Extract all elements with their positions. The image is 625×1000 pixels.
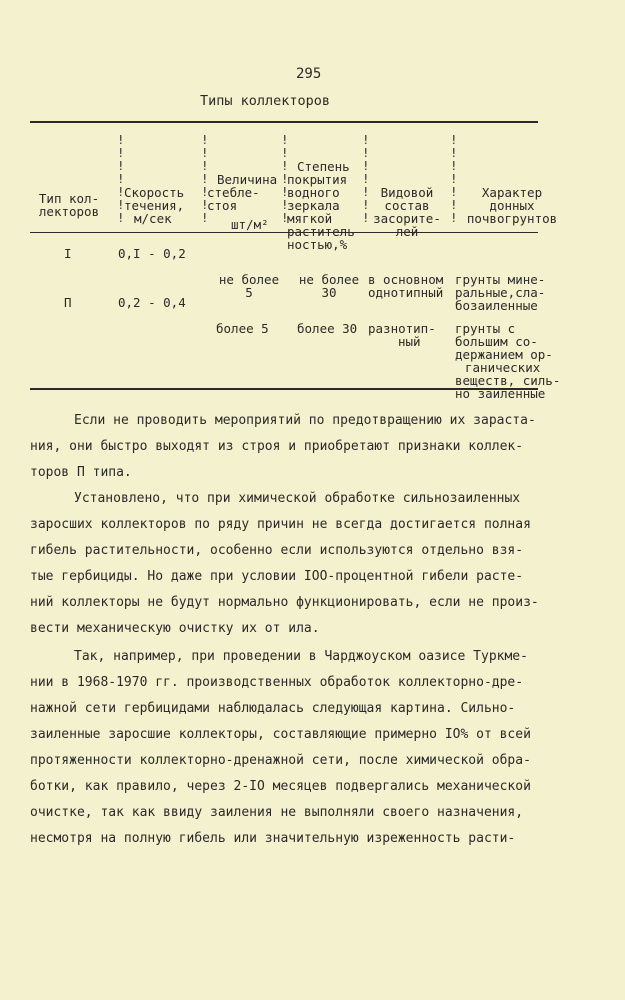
- row-1-density: не более 5: [218, 272, 280, 300]
- header-coverage: Степень покрытия водного зеркала мягкой раститель- ностью,%: [287, 159, 363, 252]
- column-separator: ! ! ! ! ! ! !: [281, 132, 289, 225]
- table-bottom-rule: [30, 388, 538, 390]
- column-separator: ! ! ! ! ! ! !: [450, 132, 458, 225]
- row-2-coverage: более 30: [297, 321, 358, 336]
- table-title: Типы коллекторов: [200, 93, 331, 109]
- row-2-composition: разнотип- ный: [368, 321, 436, 349]
- column-separator: ! ! ! ! ! ! !: [117, 132, 125, 225]
- paragraph: Так, например, при проведении в Чарджоуском оазисе Туркме- нии в 1968-1970 гг. производственных обработок коллекторно-дре- нажной сети гербицидами наблюдалась следующая картина. Сильно- заиленные заросшие коллекторы, составляющие примерно IO% от всей протяженности коллекторно-дренажной сети, после химической обра- ботки, как правило, через 2-IO месяцев подвергались механической очистке, так как ввиду заиления не выполняли своего назначения, несмотря на полную гибель или значительную изреженность расти-: [30, 649, 531, 846]
- table-top-rule: [30, 121, 538, 123]
- row-1-composition: в основном однотипный: [368, 272, 444, 300]
- row-1-coverage: не более 30: [298, 272, 360, 300]
- row-1-soil: грунты мине- ральные,сла- бозаиленные: [455, 272, 546, 313]
- row-1-type: I: [64, 246, 72, 261]
- header-density: Величина стебле- стоя шт/м²: [207, 172, 278, 232]
- row-2-speed: 0,2 - 0,4: [118, 295, 186, 310]
- row-2-type: П: [64, 295, 72, 310]
- paragraph: Установлено, что при химической обработке сильнозаиленных заросших коллекторов по ряду причин не всегда достигается полная гибель растительности, особенно если используются отдельно взя- тые гербициды. Но даже при условии IOO-процентной гибели расте- ний коллекторы не будут нормально функционировать, если не произ- вести механическую очистку их от ила.: [30, 491, 539, 636]
- header-soil: Характер донных почвогрунтов: [466, 185, 558, 226]
- column-separator: ! ! ! ! ! ! !: [201, 132, 209, 225]
- page-number: 295: [296, 66, 322, 82]
- row-2-density: более 5: [216, 321, 269, 336]
- row-1-speed: 0,I - 0,2: [118, 246, 186, 261]
- header-speed: Скорость течения, м/сек: [124, 185, 185, 226]
- table-header-rule: [30, 232, 538, 233]
- column-separator: ! ! ! ! ! ! !: [362, 132, 370, 225]
- row-2-soil: грунты с большим со- держанием ор- ганических веществ, силь- но заиленные: [455, 321, 561, 401]
- paragraph: Если не проводить мероприятий по предотвращению их зараста- ния, они быстро выходят из строя и приобретают признаки коллек- торов П типа.: [30, 413, 536, 480]
- header-composition: Видовой состав засорите- лей: [373, 185, 441, 239]
- header-type: Тип кол- лекторов: [38, 191, 100, 219]
